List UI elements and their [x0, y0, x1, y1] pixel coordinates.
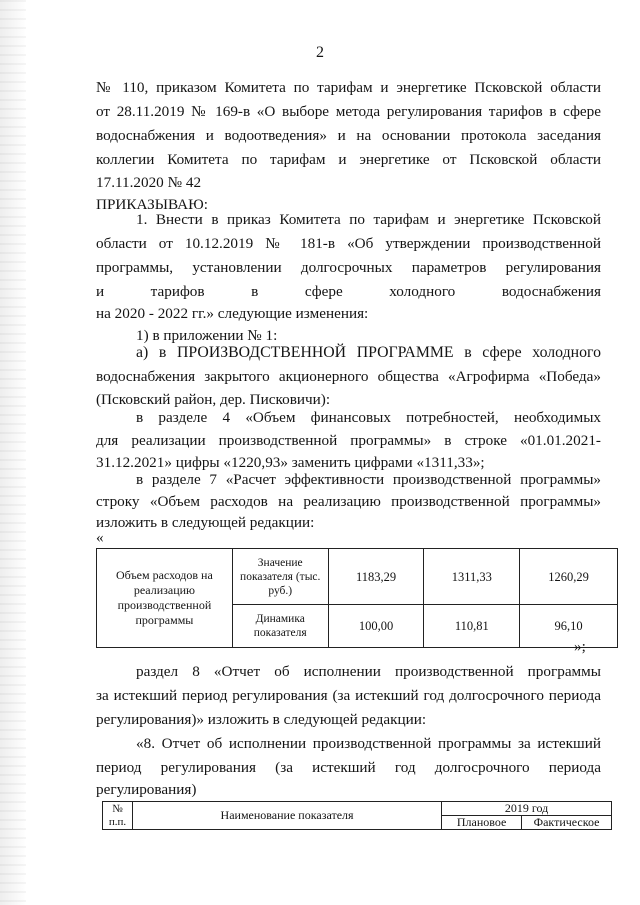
value-cell: 1311,33: [424, 549, 520, 605]
text-line: 17.11.2020 № 42: [96, 174, 202, 191]
text-line: программы, установлении долгосрочных параметров регулирования: [96, 259, 601, 276]
value-cell: 110,81: [424, 605, 520, 648]
open-quote: «: [96, 529, 104, 546]
text-line: № 110, приказом Комитета по тарифам и энергетике Псковской области: [96, 79, 601, 96]
col-fact-header: Фактическое: [522, 816, 612, 830]
text-line: регулирования)» изложить в следующей редакции:: [96, 711, 427, 728]
text-line: от 28.11.2019 № 169-в «О выборе метода регулирования тарифов в сфере: [96, 103, 601, 120]
value-cell: 1183,29: [328, 549, 424, 605]
expenses-row-label: Объем расходов на реализацию производственной программы: [97, 549, 233, 648]
col-number-header: № п.п.: [103, 802, 133, 830]
text-line: в разделе 7 «Расчет эффективности производственной программы»: [136, 471, 601, 488]
close-quote: »;: [574, 638, 586, 655]
page-number: 2: [316, 44, 324, 61]
text-line: на 2020 - 2022 гг.» следующие изменения:: [96, 305, 369, 322]
text-line: изложить в следующей редакции:: [96, 514, 315, 531]
text-line: для реализации производственной программы» в строке «01.01.2021-: [96, 432, 601, 449]
indicator-cell: Динамика показателя: [232, 605, 328, 648]
text-line: (Псковский район, дер. Писковичи):: [96, 391, 331, 408]
col-name-header: Наименование показателя: [132, 802, 441, 830]
value-cell: 1260,29: [520, 549, 618, 605]
col-year-header: 2019 год: [442, 802, 612, 816]
text-line: регулирования): [96, 781, 197, 798]
order-heading: ПРИКАЗЫВАЮ:: [96, 196, 208, 213]
text-line: водоснабжения закрытого акционерного общества «Агрофирма «Победа»: [96, 368, 601, 385]
report-table-header: [102, 801, 612, 830]
table-row: [103, 802, 612, 816]
text-line: 31.12.2021» цифры «1220,93» заменить цифрами «1311,33»;: [96, 454, 485, 471]
text-line: водоснабжения и водоотведения» и на основании протокола заседания: [96, 127, 601, 144]
text-line: 1. Внести в приказ Комитета по тарифам и энергетике Псковской: [136, 211, 601, 228]
text-line: в разделе 4 «Объем финансовых потребностей, необходимых: [136, 409, 601, 426]
text-line: строку «Объем расходов на реализацию производственной программы»: [96, 493, 601, 510]
indicator-cell: Значение показателя (тыс. руб.): [232, 549, 328, 605]
text-line: за истекший период регулирования (за истекший год долгосрочного периода: [96, 687, 601, 704]
expenses-table: [96, 548, 618, 648]
text-line: «8. Отчет об исполнении производственной программы за истекший: [136, 735, 601, 752]
scan-edge-shadow: [0, 0, 26, 905]
value-cell: 100,00: [328, 605, 424, 648]
text-line: коллегии Комитета по тарифам и энергетике от Псковской области: [96, 151, 601, 168]
text-line: и тарифов в сфере холодного водоснабжения: [96, 283, 601, 300]
value-cell: 96,10: [520, 605, 618, 648]
text-line: 1) в приложении № 1:: [136, 327, 278, 344]
text-line: раздел 8 «Отчет об исполнении производственной программы: [136, 663, 601, 680]
col-plan-header: Плановое: [442, 816, 522, 830]
text-line: а) в ПРОИЗВОДСТВЕННОЙ ПРОГРАММЕ в сфере холодного: [136, 344, 601, 361]
text-line: области от 10.12.2019 № 181-в «Об утверждении производственной: [96, 235, 601, 252]
table-row: [97, 549, 618, 605]
text-line: период регулирования (за истекший год долгосрочного периода: [96, 759, 601, 776]
